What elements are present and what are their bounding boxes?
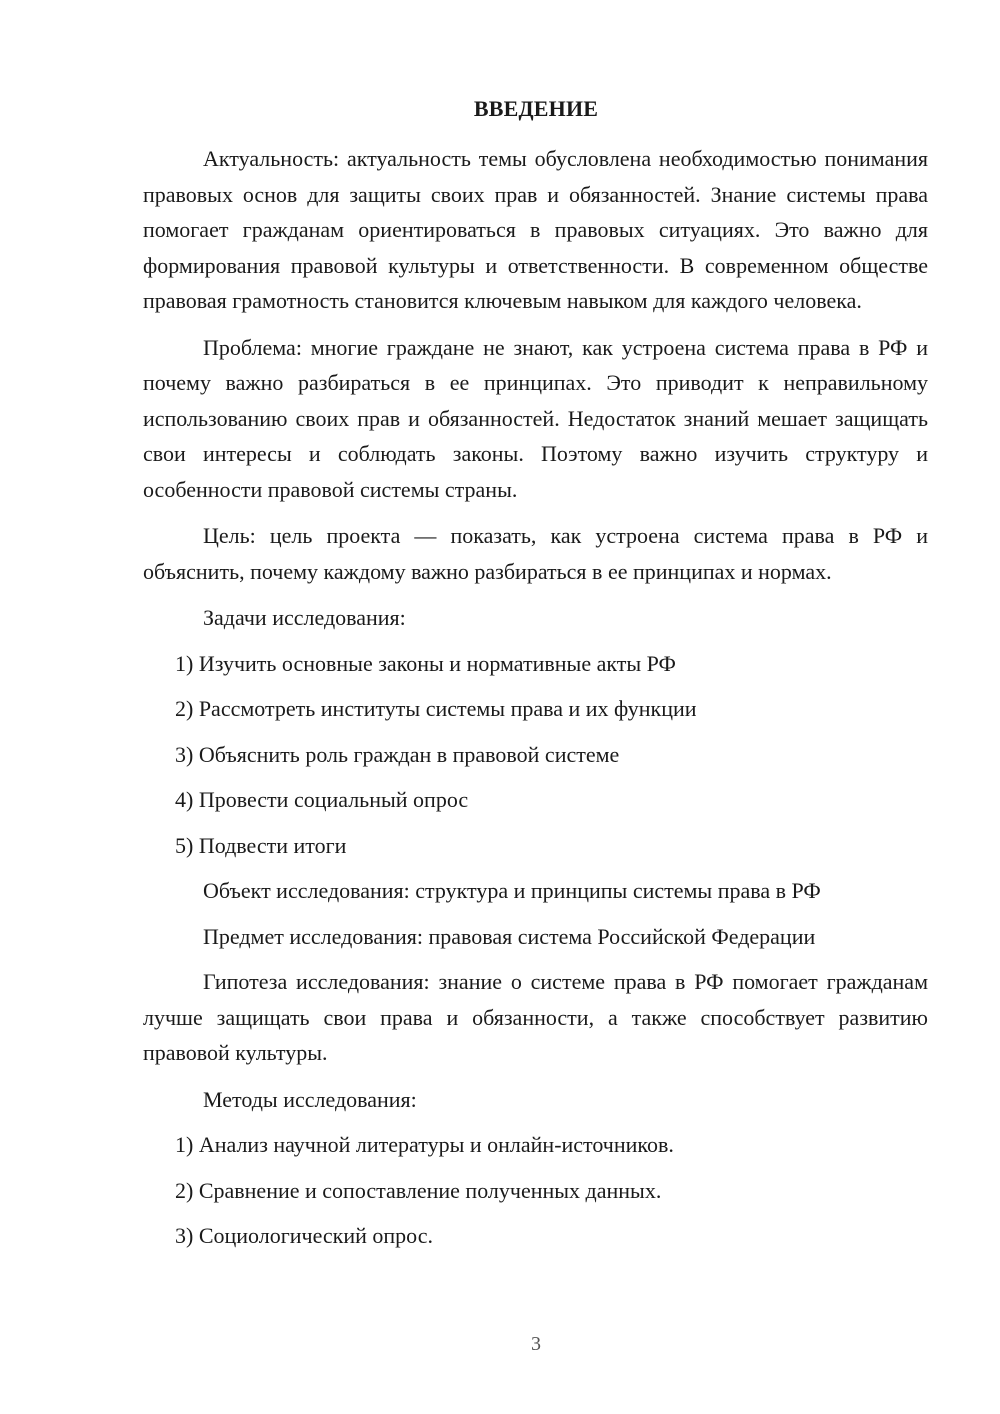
list-item: 2) Рассмотреть институты системы права и их функции (175, 696, 697, 721)
problem-paragraph: Проблема: многие граждане не знают, как устроена система права в РФ и почему важно разбираться в ее принципах. Это приводит к неправильному использованию своих прав и обязанностей. Недостаток знаний мешает защищать свои интересы и соблюдать законы. Поэтому важно изучить структуру и особенности правовой системы страны. (143, 334, 928, 502)
methods-list (143, 1127, 928, 1254)
methods-heading: Методы исследования: (203, 1086, 417, 1112)
tasks-heading: Задачи исследования: (203, 605, 406, 630)
document-body (143, 141, 928, 1264)
tasks-list (143, 646, 928, 864)
object-paragraph: Объект исследования: структура и принципы системы права в РФ (203, 878, 821, 903)
list-item: 3) Социологический опрос. (175, 1223, 433, 1248)
list-item: 3) Объяснить роль граждан в правовой системе (175, 741, 620, 767)
page-number: 3 (531, 1333, 541, 1355)
list-item: 5) Подвести итоги (175, 832, 347, 858)
page-title: ВВЕДЕНИЕ (473, 96, 599, 121)
subject-paragraph: Предмет исследования: правовая система Российской Федерации (203, 923, 816, 949)
list-item: 4) Провести социальный опрос (175, 787, 469, 812)
goal-paragraph: Цель: цель проекта — показать, как устроена система права в РФ и объяснить, почему каждому важно разбираться в ее принципах и нормах. (143, 523, 928, 584)
list-item: 1) Анализ научной литературы и онлайн-источников. (175, 1132, 674, 1157)
hypothesis-paragraph: Гипотеза исследования: знание о системе права в РФ помогает гражданам лучше защищать свои права и обязанности, а также способствует развитию правовой культуры. (143, 969, 928, 1065)
list-item: 2) Сравнение и сопоставление полученных данных. (175, 1177, 662, 1203)
relevance-paragraph: Актуальность: актуальность темы обусловлена необходимостью понимания правовых основ для защиты своих прав и обязанностей. Знание системы права помогает гражданам ориентироваться в правовых ситуациях. Это важно для формирования правовой культуры и ответственности. В современном обществе правовая грамотность становится ключевым навыком для каждого человека. (143, 146, 928, 313)
list-item: 1) Изучить основные законы и нормативные акты РФ (175, 650, 676, 676)
